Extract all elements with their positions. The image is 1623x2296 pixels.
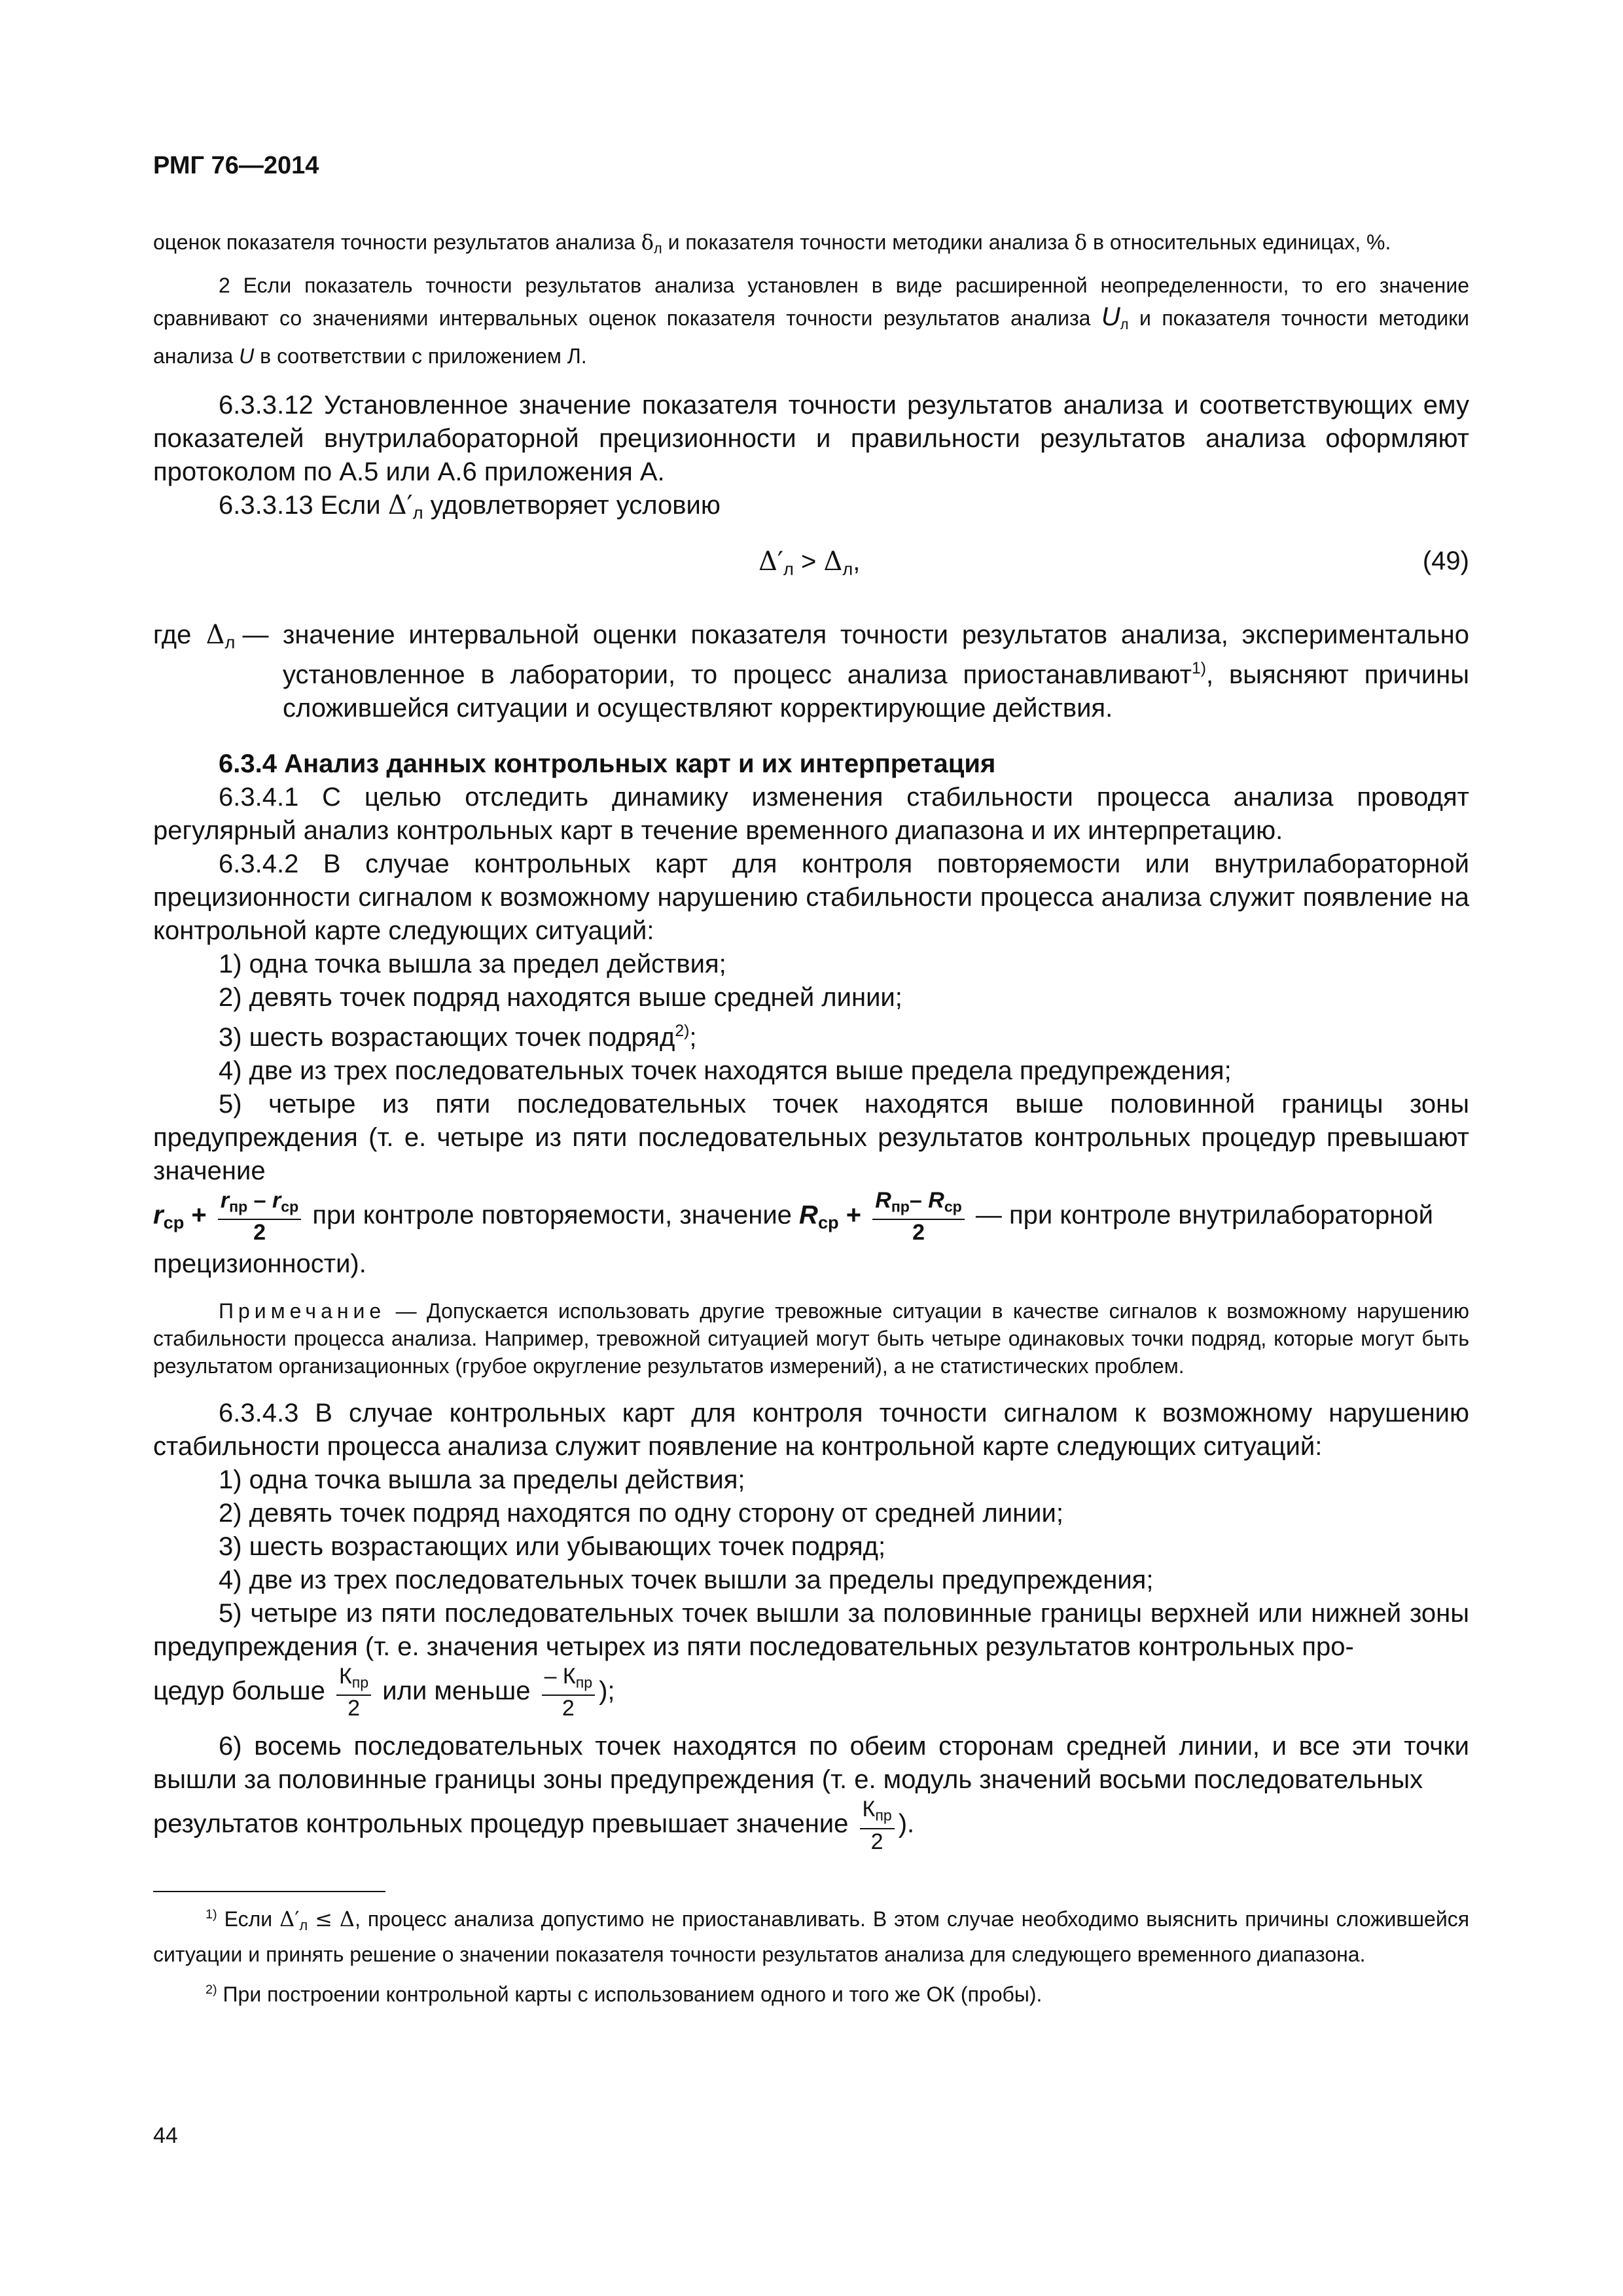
equation-formula: $\Delta'_л > \Delta_л$, bbox=[758, 546, 861, 579]
paragraph-6-3-4-3: 6.3.4.3 В случае контрольных карт для контроля точности сигналом к возможному нарушению стабильности процесса анализа служит появление на контрольной карте следующих ситуаций: bbox=[153, 1398, 1469, 1461]
fraction-r: $\frac{r_{пр} - r_{ср}}{2}$ bbox=[218, 1188, 301, 1245]
paragraph-6-3-4-2: 6.3.4.2 В случае контрольных карт для контроля повторяемости или внутрилабораторной прецизионности сигналом к возможному нарушению стабильности процесса анализа служит появление на контрольной карте следующих ситуаций: bbox=[153, 849, 1469, 945]
list-item: 2) девять точек подряд находятся по одну сторону от средней линии; bbox=[219, 1498, 1063, 1528]
footnote-2: $^{2)}$ При построении контрольной карты с использованием одного и того же ОК (пробы). bbox=[205, 1982, 1043, 2006]
list-item: 5) четыре из пяти последовательных точек находятся выше половинной границы зоны предупреждения (т. е. четыре из пяти последовательных результатов контрольных процедур превышают значение bbox=[153, 1089, 1469, 1185]
paragraph-6-3-3-12: 6.3.3.12 Установленное значение показателя точности результатов анализа и соответствующих ему показателей внутрилабораторной прецизионности и правильности результатов анализа оформляют протоколом по А.5 или А.6 приложения А. bbox=[153, 391, 1469, 487]
formula-line-control-limits: $r_{ср}$ + $\frac{r_{пр} - r_{ср}}{2}$ при контроле повторяемости, значение $R_{ср}$ + $\frac{R_{пр}- R_{ср}}{2}$ — при контроле внутрилабораторной прецизионности). bbox=[153, 1187, 1433, 1278]
document-body bbox=[153, 226, 1469, 2009]
where-definition: где $\Delta_л$ — значение интервальной оценки показателя точности результатов анализа, экспериментально установленное в лаборатории, то процесс анализа приостанавливают$^{1)}$, выясняют причины сложившейся ситуации и осуществляют корректирующие действия. bbox=[153, 619, 1469, 723]
list-item: 1) одна точка вышла за предел действия; bbox=[219, 949, 726, 978]
equation-49 bbox=[153, 529, 1469, 601]
fraction-R: $\frac{R_{пр}- R_{ср}}{2}$ bbox=[872, 1188, 965, 1245]
list-item: 3) шесть возрастающих или убывающих точек подряд; bbox=[219, 1532, 886, 1561]
fraction-k-half: $\frac{К_{пр}}{2}$ bbox=[860, 1797, 895, 1854]
paragraph-6-3-3-13: 6.3.3.13 Если $\Delta'_л$ удовлетворяет условию bbox=[219, 490, 721, 523]
formula-line-k: цедур больше $\frac{К_{пр}}{2}$ или меньше $\frac{- К_{пр}}{2}$ ); bbox=[153, 1663, 615, 1721]
fraction-k-minus: $\frac{- К_{пр}}{2}$ bbox=[542, 1664, 596, 1721]
note-2: 2 Если показатель точности результатов анализа установлен в виде расширенной неопределенности, то его значение сравнивают со значениями интервальных оценок показателя точности результатов анализа $U_л$ и показателя точности методики анализа U в соответствии с приложением Л. bbox=[153, 274, 1470, 368]
note-continuation: оценок показателя точности результатов анализа $\delta_л$ и показателя точности методики анализа δ в относительных единицах, %. bbox=[153, 230, 1391, 257]
formula-line-k-modulus: результатов контрольных процедур превышает значение $\frac{К_{пр}}{2}$ ). bbox=[153, 1797, 915, 1854]
list-item: 6) восемь последовательных точек находятся по обеим сторонам средней линии, и все эти точки вышли за половинные границы зоны предупреждения (т. е. модуль значений восьми последовательных bbox=[153, 1732, 1469, 1795]
note-alarm-situations: Примечание — Допускается использовать другие тревожные ситуации в качестве сигналов к возможному нарушению стабильности процесса анализа. Например, тревожной ситуацией могут быть четыре одинаковых точки подряд, которые могут быть результатом организационных (грубое округление результатов измерений), а не статистических проблем. bbox=[153, 1299, 1469, 1378]
list-item: 5) четыре из пяти последовательных точек вышли за половинные границы верхней или нижней зоны предупреждения (т. е. значения четырех из пяти последовательных результатов контрольных про- bbox=[153, 1598, 1469, 1661]
document-header: РМГ 76—2014 bbox=[153, 152, 319, 179]
footnote-1: $^{1)}$ Если $\Delta'_л \le \Delta$, процесс анализа допустимо не приостанавливать. В этом случае необходимо выяснить причины сложившейся ситуации и принять решение о значении показателя точности результатов анализа для следующего временного диапазона. bbox=[153, 1906, 1470, 1966]
footnote-separator bbox=[153, 1891, 385, 1892]
list-item: 3) шесть возрастающих точек подряд$^{2)}$; bbox=[219, 1022, 697, 1052]
list-item: 1) одна точка вышла за пределы действия; bbox=[219, 1465, 745, 1494]
equation-number: (49) bbox=[1422, 546, 1469, 575]
fraction-k-plus: $\frac{К_{пр}}{2}$ bbox=[336, 1664, 371, 1721]
section-heading-6-3-4: 6.3.4 Анализ данных контрольных карт и их интерпретация bbox=[219, 749, 996, 778]
list-item: 4) две из трех последовательных точек находятся выше предела предупреждения; bbox=[219, 1056, 1232, 1085]
page-number: 44 bbox=[153, 2123, 178, 2148]
paragraph-6-3-4-1: 6.3.4.1 С целью отследить динамику изменения стабильности процесса анализа проводят регулярный анализ контрольных карт в течение временного диапазона и их интерпретацию. bbox=[153, 782, 1469, 845]
list-item: 2) девять точек подряд находятся выше средней линии; bbox=[219, 982, 902, 1012]
list-item: 4) две из трех последовательных точек вышли за пределы предупреждения; bbox=[219, 1565, 1154, 1594]
